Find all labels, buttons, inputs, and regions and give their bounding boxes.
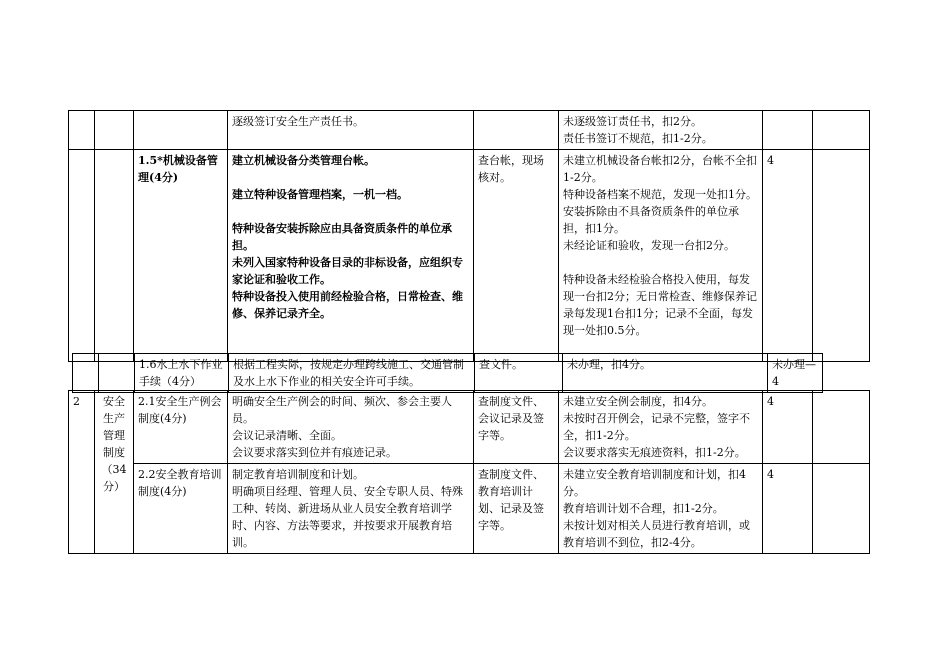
standard-cell [228,391,474,464]
assessment-table-lower [68,390,870,554]
remark-cell [813,391,870,464]
remark-cell [813,111,870,150]
category-cell: 安全生产管理制度（34分） [95,391,134,554]
criteria-cell: 未办理，扣4分。 [563,354,768,393]
criteria-cell [559,150,763,362]
method-cell: 查台帐，现场核对。 [474,150,559,362]
method-cell: 查制度文件、教育培训计划、记录及签字等。 [474,464,559,554]
table-row [69,464,870,554]
standard-line: 建立机械设备分类管理台帐。 [232,154,375,167]
criteria-line: 未逐级签订责任书，扣2分。 [563,115,702,128]
standard-cell: 根据工程实际，按规定办理跨线施工、交通管制及水上水下作业的相关安全许可手续。 [229,354,475,393]
remark-cell [813,150,870,362]
category-cell [95,150,134,362]
standard-line: 明确安全生产例会的时间、频次、参会主要人员。 [232,395,452,425]
item-cell: 2.2安全教育培训制度(4分) [134,464,228,554]
criteria-cell [559,391,763,464]
assessment-table-middle [72,353,823,393]
remark-cell [813,464,870,554]
criteria-line: 会议要求落实无痕迹资料，扣1-2分。 [563,446,746,459]
standard-cell [228,464,474,554]
score-cell: 4 [763,150,813,362]
criteria-line: 教育培训计划不合理，扣1-2分。 [563,502,724,515]
score-cell: 未办理—4 [768,354,823,393]
standard-line: 未列入国家特种设备目录的非标设备，应组织专家论证和验收工作。 [232,256,463,286]
criteria-line: 未建立机械设备台帐扣2分，台帐不全扣1-2分。 [563,154,757,184]
no-cell [69,111,95,150]
category-cell [95,111,134,150]
criteria-line: 安装拆除由不具备资质条件的单位承担，扣1分。 [563,205,739,235]
table-row [69,391,870,464]
method-cell: 查文件。 [475,354,563,393]
criteria-line: 未建立安全教育培训制度和计划，扣4分。 [563,468,746,498]
method-cell: 查制度文件、会议记录及签字等。 [474,391,559,464]
table-row [73,354,823,393]
item-cell: 2.1安全生产例会制度(4分) [134,391,228,464]
standard-line: 制定教育培训制度和计划。 [232,468,364,481]
item-cell: 1.5*机械设备管理(4分) [134,150,228,362]
no-cell [73,354,99,393]
standard-line: 建立特种设备管理档案，一机一档。 [232,188,408,201]
standard-line: 特种设备投入使用前经检验合格，日常检查、维修、保养记录齐全。 [232,290,463,320]
category-cell [99,354,135,393]
assessment-table-upper [68,110,870,362]
criteria-line: 未建立安全例会制度，扣4分。 [563,395,713,408]
score-cell [763,111,813,150]
table-row [69,111,870,150]
standard-line: 会议要求落实到位并有痕迹记录。 [232,446,397,459]
criteria-line: 特种设备未经检验合格投入使用，每发现一台扣2分；无日常检查、维修保养记录每发现1台扣1分；记录不全面，每发现一处扣0.5分。 [563,273,757,337]
table-row [69,150,870,362]
criteria-line: 责任书签订不规范，扣1-2分。 [563,132,713,145]
criteria-cell [559,111,763,150]
standard-line: 明确项目经理、管理人员、安全专职人员、特殊工种、转岗、新进场从业人员安全教育培训学时、内容、方法等要求，并按要求开展教育培训。 [232,485,463,549]
criteria-line: 未按时召开例会，记录不完整，签字不全，扣1-2分。 [563,412,750,442]
criteria-cell [559,464,763,554]
method-cell [474,111,559,150]
score-cell: 4 [763,464,813,554]
standard-line: 会议记录清晰、全面。 [232,429,342,442]
no-cell [69,150,95,362]
criteria-line: 未经论证和验收，发现一台扣2分。 [563,239,735,252]
item-cell [134,111,228,150]
score-cell: 4 [763,391,813,464]
standard-cell [228,150,474,362]
standard-line: 特种设备安装拆除应由具备资质条件的单位承担。 [232,222,452,252]
standard-cell: 逐级签订安全生产责任书。 [228,111,474,150]
item-cell: 1.6水上水下作业手续（4分） [135,354,229,393]
criteria-line: 特种设备档案不规范，发现一处扣1分。 [563,188,757,201]
no-cell: 2 [69,391,95,554]
criteria-line: 未按计划对相关人员进行教育培训，或教育培训不到位，扣2-4分。 [563,519,750,549]
